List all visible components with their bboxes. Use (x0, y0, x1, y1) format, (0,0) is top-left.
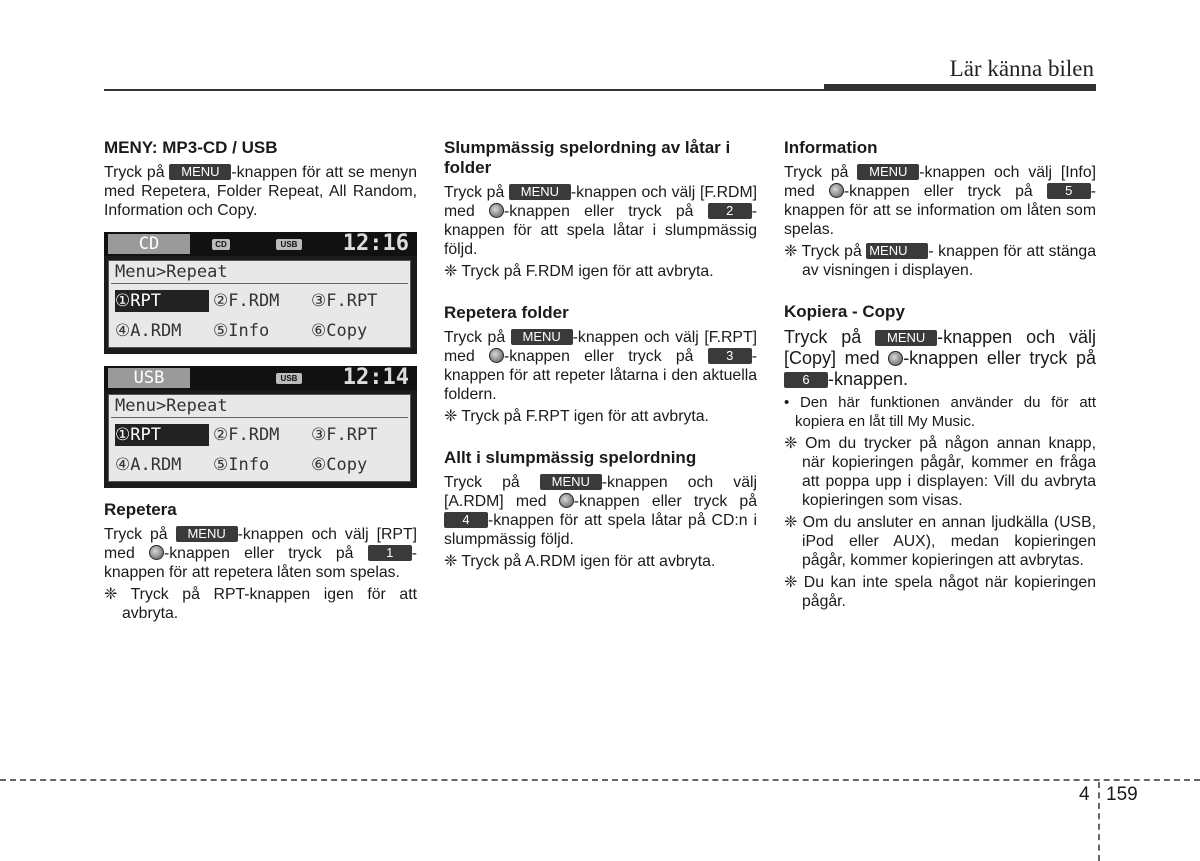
lcd-item-rpt: ①RPT (115, 290, 209, 312)
preset-4-button-icon: 4 (444, 512, 488, 528)
chapter-number: 4 (1079, 784, 1090, 805)
usb-chip-icon: USB (276, 373, 302, 384)
menu-button-icon: MENU (176, 526, 238, 542)
menu-button-icon: MENU (866, 243, 928, 259)
tune-knob-icon (489, 203, 504, 218)
repetera-paragraph: Tryck på MENU -knappen och välj [RPT] med -knappen eller tryck på 1 -knappen för att repetera låten som spelas. (104, 526, 417, 581)
tune-knob-icon (888, 351, 903, 366)
section-heading-folder-repeat: Repetera folder (444, 303, 569, 322)
repetera-note: ❈ Tryck på RPT-knappen igen för att avbryta. (104, 586, 417, 622)
all-random-note: ❈ Tryck på A.RDM igen för att avbryta. (444, 553, 716, 570)
copy-bullet: • Den här funktionen använder du för att kopiera en låt till My Music. (784, 394, 1096, 430)
copy-note-3: ❈ Du kan inte spela något när kopieringen pågår. (784, 574, 1096, 610)
section-heading-all-random: Allt i slumpmässig spelordning (444, 448, 697, 467)
lcd-clock: 12:16 (342, 232, 409, 256)
tune-knob-icon (149, 545, 164, 560)
lcd-item-frpt: ③F.RPT (311, 425, 378, 445)
lcd-item-ardm: ④A.RDM (115, 321, 182, 341)
lcd-mode-label: USB (108, 368, 190, 388)
header-rule-accent (824, 84, 1096, 91)
folder-random-note: ❈ Tryck på F.RDM igen för att avbryta. (444, 263, 714, 280)
information-paragraph: Tryck på MENU -knappen och välj [Info] med -knappen eller tryck på 5 -knappen för att se information om låten som spelas. (784, 164, 1096, 238)
menu-button-icon: MENU (511, 329, 573, 345)
lcd-mode-label: CD (108, 234, 190, 254)
lcd-item-copy: ⑥Copy (311, 455, 368, 475)
lcd-item-info: ⑤Info (213, 455, 270, 475)
column-2 (444, 138, 757, 571)
copy-note-2: ❈ Om du ansluter en annan ljudkälla (USB, iPod eller AUX), medan kopieringen pågår, kommer kopieringen att avbrytas. (784, 514, 1096, 569)
page-number: 159 (1106, 784, 1138, 805)
menu-button-icon: MENU (875, 330, 937, 346)
lcd-item-rpt: ①RPT (115, 424, 209, 446)
usb-chip-icon: USB (276, 239, 302, 250)
section-heading-information: Information (784, 138, 878, 157)
lcd-divider (111, 417, 408, 418)
section-heading-repetera: Repetera (104, 500, 177, 519)
lcd-item-copy: ⑥Copy (311, 321, 368, 341)
lcd-menu-path: Menu>Repeat (115, 396, 228, 416)
folder-random-paragraph: Tryck på MENU -knappen och välj [F.RDM] med -knappen eller tryck på 2 -knappen för att spela låtar i slumpmässig följd. (444, 184, 757, 258)
footer-rule (0, 779, 1200, 781)
lcd-divider (111, 283, 408, 284)
lcd-menu-path: Menu>Repeat (115, 262, 228, 282)
menu-button-icon: MENU (169, 164, 231, 180)
tune-knob-icon (489, 348, 504, 363)
menu-button-icon: MENU (540, 474, 602, 490)
lcd-menu-panel (108, 394, 411, 482)
folder-repeat-note: ❈ Tryck på F.RPT igen för att avbryta. (444, 408, 709, 425)
copy-paragraph: Tryck på MENU -knappen och välj [Copy] med -knappen eller tryck på 6 -knappen. (784, 327, 1096, 389)
footer-divider (1098, 782, 1100, 861)
menu-button-icon: MENU (509, 184, 571, 200)
column-1 (104, 138, 417, 623)
preset-6-button-icon: 6 (784, 372, 828, 388)
lcd-menu-panel (108, 260, 411, 348)
preset-2-button-icon: 2 (708, 203, 752, 219)
preset-1-button-icon: 1 (368, 545, 412, 561)
lcd-item-frpt: ③F.RPT (311, 291, 378, 311)
information-note: ❈ Tryck på MENU - knappen för att stänga av visningen i displayen. (784, 243, 1096, 279)
copy-note-1: ❈ Om du trycker på någon annan knapp, när kopieringen pågår, kommer en fråga att poppa upp i displayen: Vill du avbryta kopieringen som visas. (784, 435, 1096, 509)
meny-paragraph: Tryck på MENU -knappen för att se menyn med Repetera, Folder Repeat, All Random, Information och Copy. (104, 164, 417, 219)
lcd-item-frdm: ②F.RDM (213, 425, 280, 445)
folder-repeat-paragraph: Tryck på MENU -knappen och välj [F.RPT] med -knappen eller tryck på 3 -knappen för att repeter låtarna i den aktuella foldern. (444, 329, 757, 403)
lcd-display-usb (104, 366, 417, 488)
preset-3-button-icon: 3 (708, 348, 752, 364)
lcd-clock: 12:14 (342, 366, 409, 390)
lcd-display-cd (104, 232, 417, 354)
tune-knob-icon (829, 183, 844, 198)
lcd-item-frdm: ②F.RDM (213, 291, 280, 311)
tune-knob-icon (559, 493, 574, 508)
lcd-item-ardm: ④A.RDM (115, 455, 182, 475)
header-rule (104, 89, 824, 91)
section-heading-meny: MENY: MP3-CD / USB (104, 138, 278, 157)
section-heading-folder-random: Slumpmässig spelordning av låtar i folder (444, 138, 731, 177)
cd-chip-icon: CD (212, 239, 230, 250)
preset-5-button-icon: 5 (1047, 183, 1091, 199)
page-header-title: Lär känna bilen (949, 56, 1094, 81)
all-random-paragraph: Tryck på MENU -knappen och välj [A.RDM] med -knappen eller tryck på 4 -knappen för att spela låtar på CD:n i slumpmässig följd. (444, 474, 758, 548)
menu-button-icon: MENU (857, 164, 919, 180)
lcd-item-info: ⑤Info (213, 321, 270, 341)
section-heading-copy: Kopiera - Copy (784, 302, 905, 321)
column-3 (784, 138, 1096, 611)
